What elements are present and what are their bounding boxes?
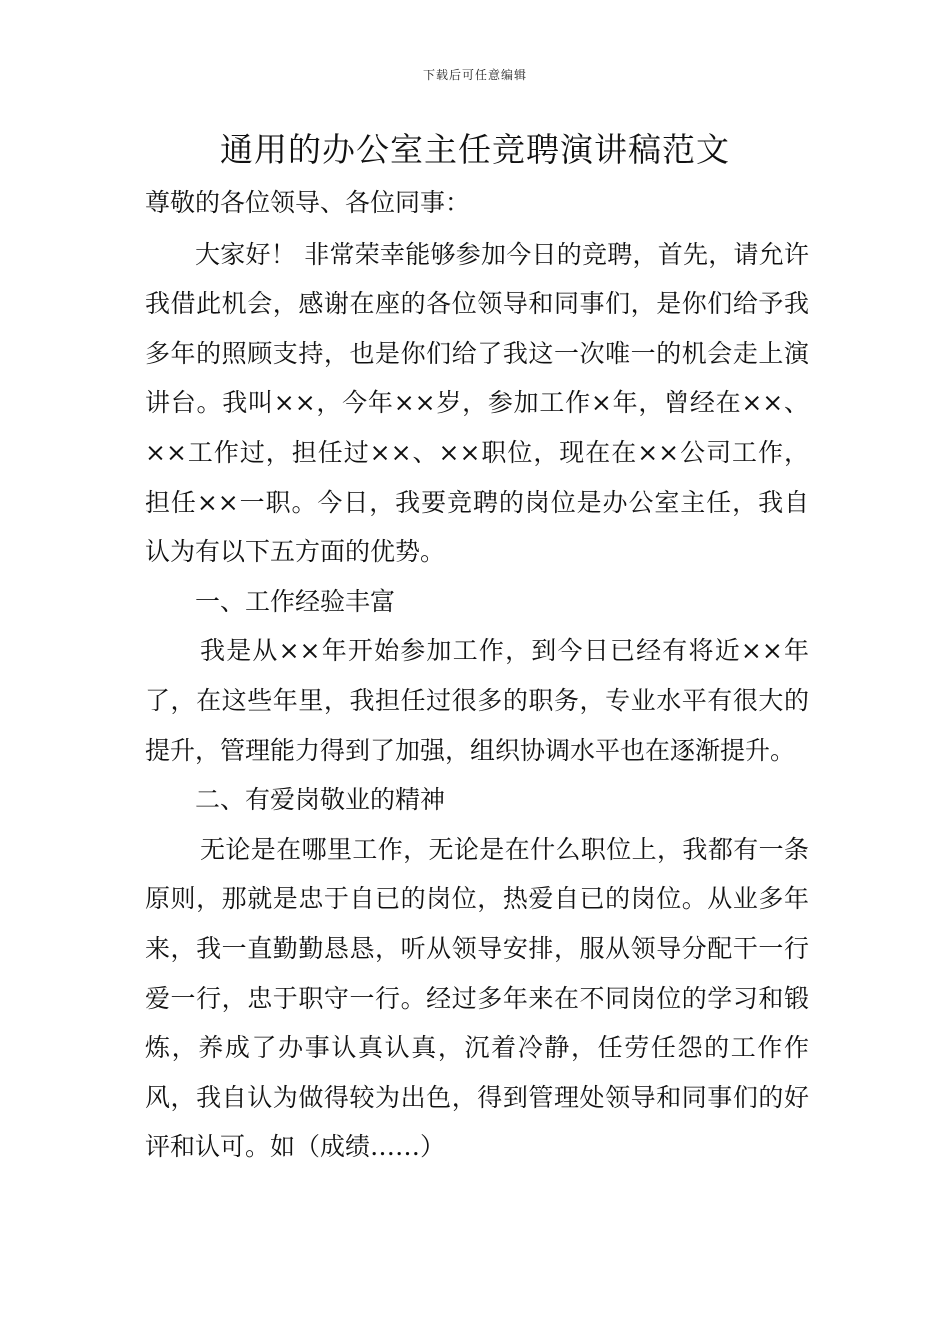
section-heading: 二、有爱岗敬业的精神 xyxy=(195,785,446,815)
document-body xyxy=(145,178,809,1172)
header-note: 下载后可任意编辑 xyxy=(422,68,527,82)
section-body: 我是从××年开始参加工作，到今日已经有将近××年了，在这些年里，我担任过很多的职务，专业水平有很大的提升，管理能力得到了加强，组织协调水平也在逐渐提升。 xyxy=(145,636,809,765)
section-body: 无论是在哪里工作，无论是在什么职位上，我都有一条原则，那就是忠于自已的岗位，热爱自已的岗位。从业多年来，我一直勤勤恳恳，听从领导安排，服从领导分配干一行爱一行，忠于职守一行。经过多年来在不同岗位的学习和锻炼，养成了办事认真认真，沉着冷静，任劳任怨的工作作风，我自认为做得较为出色，得到管理处领导和同事们的好评和认可。如（成绩……） xyxy=(145,834,809,1162)
salutation: 尊敬的各位领导、各位同事： xyxy=(145,188,471,217)
section-heading: 一、工作经验丰富 xyxy=(195,586,396,616)
document-title: 通用的办公室主任竞聘演讲稿范文 xyxy=(220,130,730,169)
intro-paragraph: 大家好！ 非常荣幸能够参加今日的竞聘，首先，请允许我借此机会，感谢在座的各位领导和同事们，是你们给予我多年的照顾支持，也是你们给了我这一次唯一的机会走上演讲台。我叫××，今年××岁，参加工作×年，曾经在××、××工作过，担任过××、××职位，现在在××公司工作，担任××一职。今日，我要竞聘的岗位是办公室主任，我自认为有以下五方面的优势。 xyxy=(145,239,809,567)
